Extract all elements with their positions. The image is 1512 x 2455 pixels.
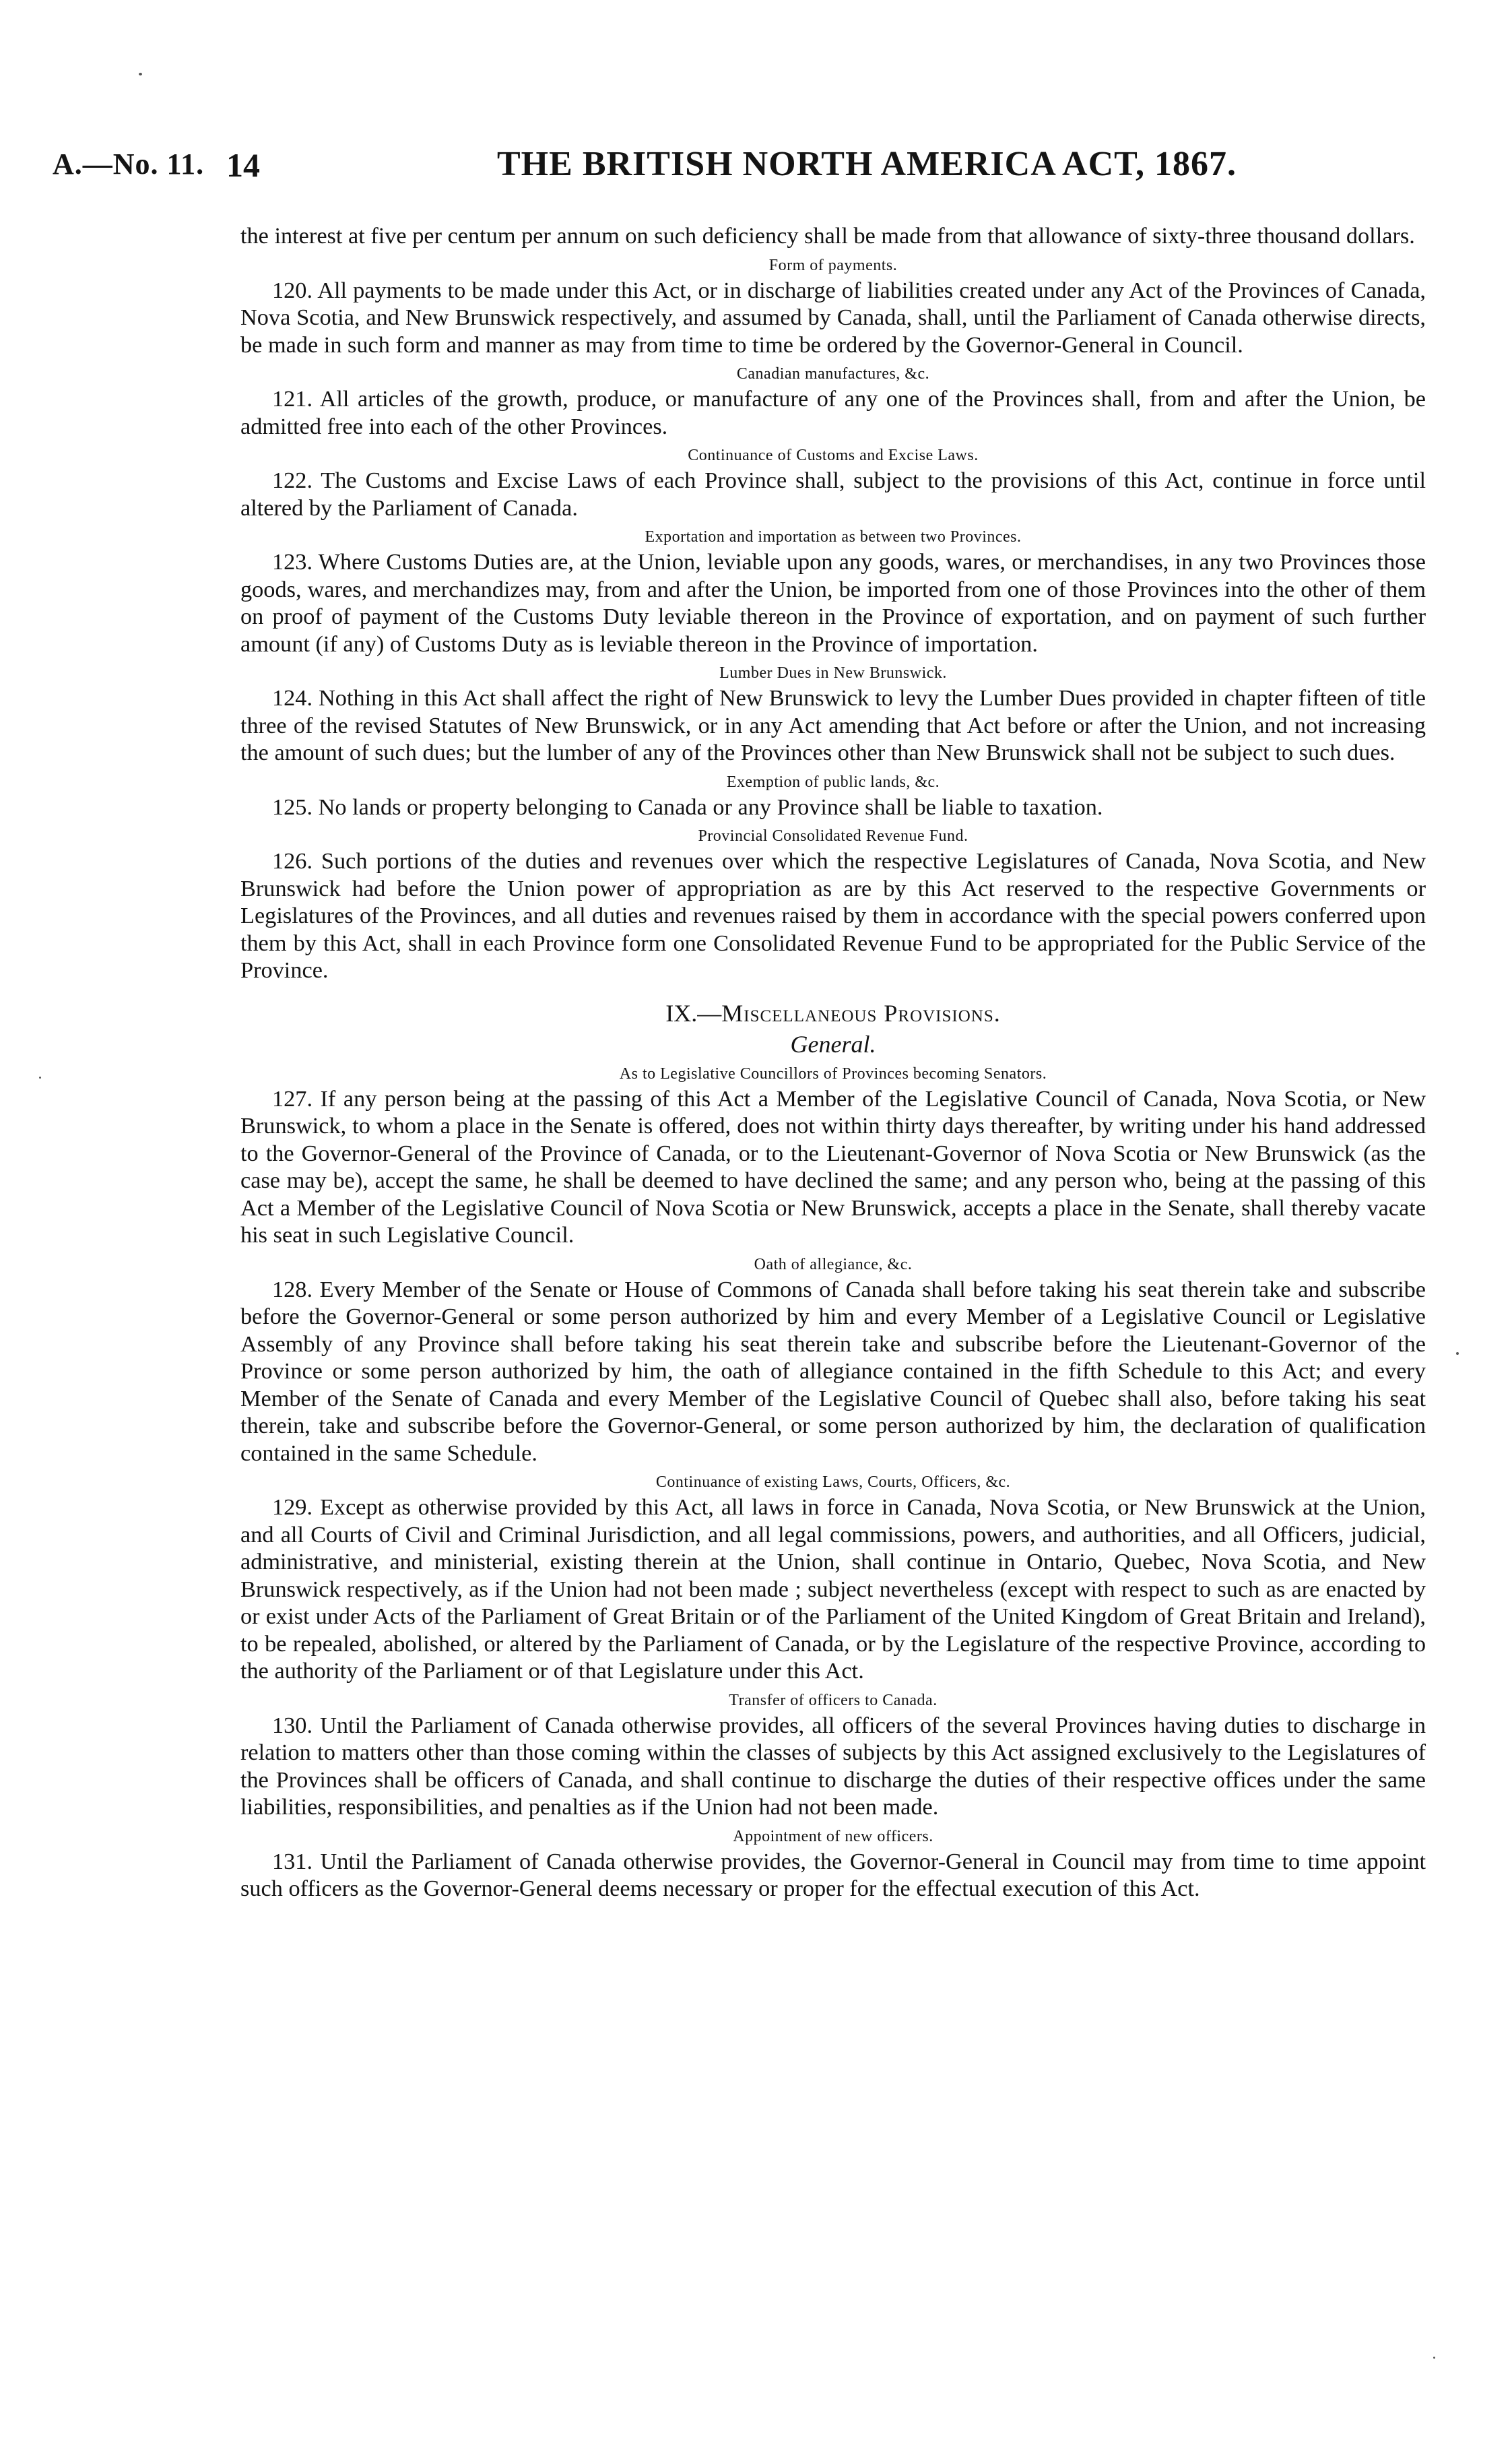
marginal-note: Lumber Dues in New Brunswick. xyxy=(719,664,947,682)
part-title: Miscellaneous Provisions. xyxy=(721,999,1001,1027)
scan-speck xyxy=(39,1077,41,1079)
document-reference: A.—No. 11. xyxy=(53,148,205,181)
section-paragraph: 124. Nothing in this Act shall affect the right of New Brunswick to levy the Lumber Dues provided in chapter fifteen of title three of the revised Statutes of New Brunswick, or in any Act amending that Act before or after the Union, and not increasing the amount of such dues; but the lumber of any of the Provinces other than New Brunswick shall not be subject to such dues. xyxy=(240,685,1426,765)
marginal-note: Transfer of officers to Canada. xyxy=(729,1691,938,1709)
marginal-note: Continuance of Customs and Excise Laws. xyxy=(688,447,979,464)
section-paragraph: 129. Except as otherwise provided by this Act, all laws in force in Canada, Nova Scotia, or New Brunswick at the Union, and all Courts of Civil and Criminal Jurisdiction, and all legal commissions, powers, and authorities, and all Officers, judicial, administrative, and ministerial, existing therein at the Union, shall continue in Ontario, Quebec, Nova Scotia, and New Brunswick respectively, as if the Union had not been made ; subject nevertheless (except with respect to such as are enacted by or exist under Acts of the Parliament of Great Britain or of the Parliament of the United Kingdom of Great Britain and Ireland), to be repealed, abolished, or altered by the Parliament of Canada, or by the Legislature of the respective Province, according to the authority of the Parliament or of that Legislature under this Act. xyxy=(240,1494,1426,1684)
page-number: 14 xyxy=(226,146,260,184)
section-paragraph: 127. If any person being at the passing of this Act a Member of the Legislative Council of Canada, Nova Scotia, or New Brunswick, to whom a place in the Senate is offered, does not within thirty days thereafter, by writing under his hand addressed to the Governor-General of the Province of Canada, or to the Lieutenant-Governor of Nova Scotia or New Brunswick (as the case may be), accept the same, he shall be deemed to have declined the same; and any person who, being at the passing of this Act a Member of the Legislative Council of Nova Scotia or New Brunswick, accepts a place in the Senate, shall thereby vacate his seat in such Legislative Council. xyxy=(240,1085,1426,1248)
marginal-note: Oath of allegiance, &c. xyxy=(754,1255,913,1273)
section-paragraph: 131. Until the Parliament of Canada otherwise provides, the Governor-General in Council may from time to time appoint such officers as the Governor-General deems necessary or proper for the effectual execution of this Act. xyxy=(240,1848,1426,1901)
marginal-note: Provincial Consolidated Revenue Fund. xyxy=(698,827,968,845)
section-paragraph: 120. All payments to be made under this Act, or in discharge of liabilities created under any Act of the Provinces of Canada, Nova Scotia, and New Brunswick respectively, and assumed by Canada, shall, until the Parliament of Canada otherwise directs, be made in such form and manner as may from time to time be ordered by the Governor-General in Council. xyxy=(240,277,1426,358)
scan-speck xyxy=(1456,1352,1459,1355)
marginal-note: Canadian manufactures, &c. xyxy=(736,365,930,383)
document-body xyxy=(240,222,1426,1903)
section-paragraph: 130. Until the Parliament of Canada otherwise provides, all officers of the several Provinces having duties to discharge in relation to matters other than those coming within the classes of subjects by this Act assigned exclusively to the Legislatures of the Provinces shall be officers of Canada, and shall continue to discharge the duties of their respective offices under the same liabilities, responsibilities, and penalties as if the Union had not been made. xyxy=(240,1712,1426,1820)
marginal-note: Exemption of public lands, &c. xyxy=(726,773,940,791)
section-paragraph: 121. All articles of the growth, produce, or manufacture of any one of the Provinces shall, from and after the Union, be admitted free into each of the other Provinces. xyxy=(240,386,1426,439)
marginal-note: Form of payments. xyxy=(768,256,898,274)
part-heading xyxy=(240,999,1426,1027)
scan-speck xyxy=(1433,2357,1435,2359)
section-paragraph: 125. No lands or property belonging to Canada or any Province shall be liable to taxation. xyxy=(272,794,1103,820)
part-numeral: IX.— xyxy=(665,999,722,1027)
scan-speck xyxy=(139,73,142,75)
marginal-note: Appointment of new officers. xyxy=(733,1827,933,1845)
page-header xyxy=(53,147,1438,187)
section-paragraph: 123. Where Customs Duties are, at the Union, leviable upon any goods, wares, or merchandises, in any two Provinces those goods, wares, and merchandizes may, from and after the Union, be imported from one of those Provinces into the other of them on proof of payment of the Customs Duty leviable thereon in the Province of exportation, and on payment of such further amount (if any) of Customs Duty as is leviable thereon in the Province of importation. xyxy=(240,549,1426,657)
marginal-note: Exportation and importation as between two Provinces. xyxy=(645,528,1022,546)
section-paragraph: 126. Such portions of the duties and revenues over which the respective Legislatures of Canada, Nova Scotia, and New Brunswick had before the Union power of appropriation as are by this Act reserved to the respective Governments or Legislatures of the Provinces, and all duties and revenues raised by them in accordance with the special powers conferred upon them by this Act, shall in each Province form one Consolidated Revenue Fund to be appropriated for the Public Service of the Province. xyxy=(240,848,1426,983)
section-paragraph: 128. Every Member of the Senate or House of Commons of Canada shall before taking his seat therein take and subscribe before the Governor-General or some person authorized by him and every Member of a Legislative Council or Legislative Assembly of any Province shall before taking his seat therein take and subscribe before the Lieutenant-Governor of the Province or some person authorized by him, the oath of allegiance contained in the fifth Schedule to this Act; and every Member of the Senate of Canada and every Member of the Legislative Council of Quebec shall also, before taking his seat therein, take and subscribe before the Governor-General, or some person authorized by him, the declaration of qualification contained in the same Schedule. xyxy=(240,1276,1426,1466)
marginal-note: As to Legislative Councillors of Provinces becoming Senators. xyxy=(619,1064,1047,1083)
section-paragraph: the interest at five per centum per annum on such deficiency shall be made from that allowance of sixty-three thousand dollars. xyxy=(240,223,1415,249)
marginal-note: Continuance of existing Laws, Courts, Officers, &c. xyxy=(655,1473,1011,1491)
section-paragraph: 122. The Customs and Excise Laws of each Province shall, subject to the provisions of this Act, continue in force until altered by the Parliament of Canada. xyxy=(240,468,1426,521)
running-title: THE BRITISH NORTH AMERICA ACT, 1867. xyxy=(497,145,1237,183)
sub-heading: General. xyxy=(790,1030,876,1058)
